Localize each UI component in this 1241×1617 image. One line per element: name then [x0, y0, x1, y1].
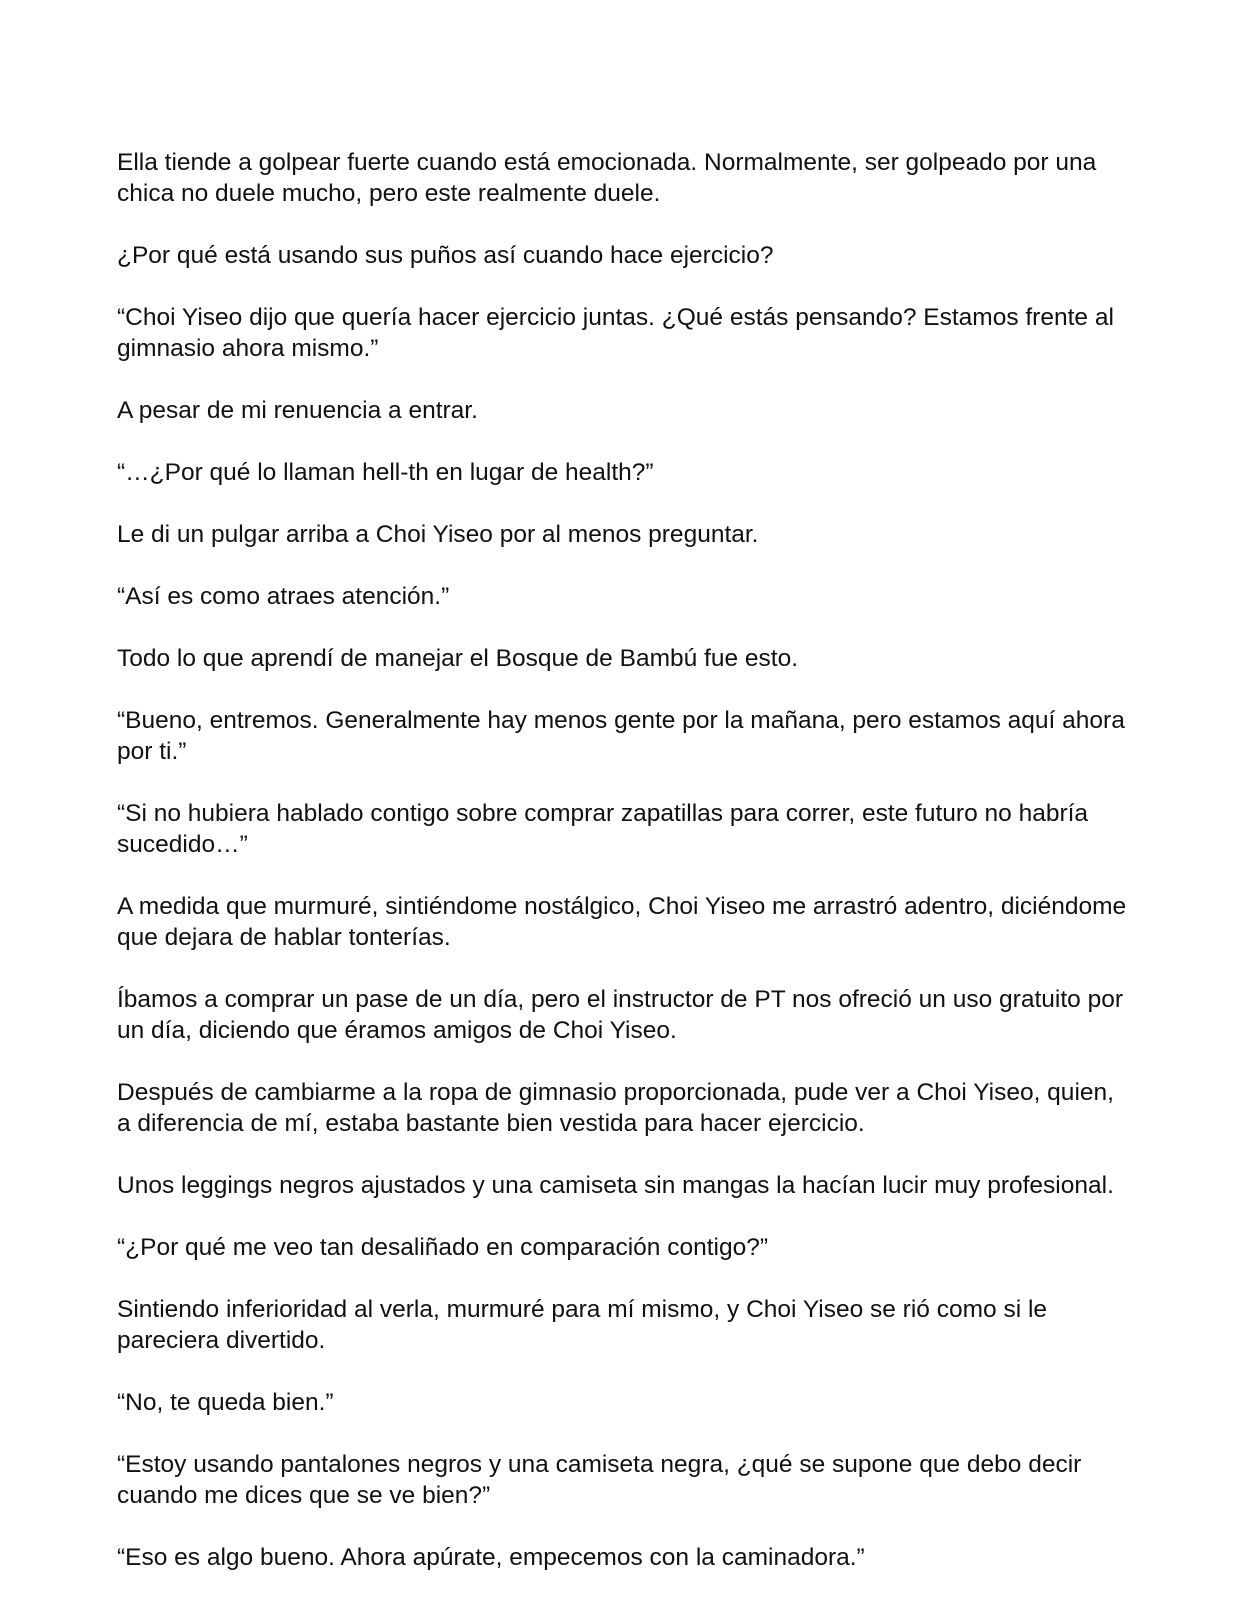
paragraph: “Eso es algo bueno. Ahora apúrate, empecemos con la caminadora.” [117, 1544, 865, 1571]
paragraph: “No, te queda bien.” [117, 1389, 334, 1416]
document-page [117, 147, 1127, 1573]
paragraph: Le di un pulgar arriba a Choi Yiseo por al menos preguntar. [117, 521, 759, 548]
paragraph: Ella tiende a golpear fuerte cuando está emocionada. Normalmente, ser golpeado por una chica no duele mucho, pero este realmente duele. [117, 149, 1097, 207]
paragraph: A pesar de mi renuencia a entrar. [117, 397, 478, 424]
paragraph: “Así es como atraes atención.” [117, 583, 450, 610]
paragraph: “¿Por qué me veo tan desaliñado en comparación contigo?” [117, 1234, 768, 1261]
paragraph: “Si no hubiera hablado contigo sobre comprar zapatillas para correr, este futuro no habría sucedido…” [117, 800, 1089, 858]
paragraph: A medida que murmuré, sintiéndome nostálgico, Choi Yiseo me arrastró adentro, diciéndome que dejara de hablar tonterías. [117, 893, 1127, 951]
paragraph: Sintiendo inferioridad al verla, murmuré para mí mismo, y Choi Yiseo se rió como si le pareciera divertido. [117, 1296, 1048, 1354]
paragraph: ¿Por qué está usando sus puños así cuando hace ejercicio? [117, 242, 774, 269]
paragraph: Después de cambiarme a la ropa de gimnasio proporcionada, pude ver a Choi Yiseo, quien, a diferencia de mí, estaba bastante bien vestida para hacer ejercicio. [117, 1079, 1114, 1137]
paragraph: Unos leggings negros ajustados y una camiseta sin mangas la hacían lucir muy profesional. [117, 1172, 1114, 1199]
paragraph: “…¿Por qué lo llaman hell-th en lugar de health?” [117, 459, 654, 486]
paragraph: “Choi Yiseo dijo que quería hacer ejercicio juntas. ¿Qué estás pensando? Estamos frente al gimnasio ahora mismo.” [117, 304, 1114, 362]
paragraph: Todo lo que aprendí de manejar el Bosque de Bambú fue esto. [117, 645, 799, 672]
paragraph: “Estoy usando pantalones negros y una camiseta negra, ¿qué se supone que debo decir cuando me dices que se ve bien?” [117, 1451, 1082, 1509]
paragraph: “Bueno, entremos. Generalmente hay menos gente por la mañana, pero estamos aquí ahora por ti.” [117, 707, 1125, 765]
paragraph: Íbamos a comprar un pase de un día, pero el instructor de PT nos ofreció un uso gratuito por un día, diciendo que éramos amigos de Choi Yiseo. [117, 986, 1123, 1044]
